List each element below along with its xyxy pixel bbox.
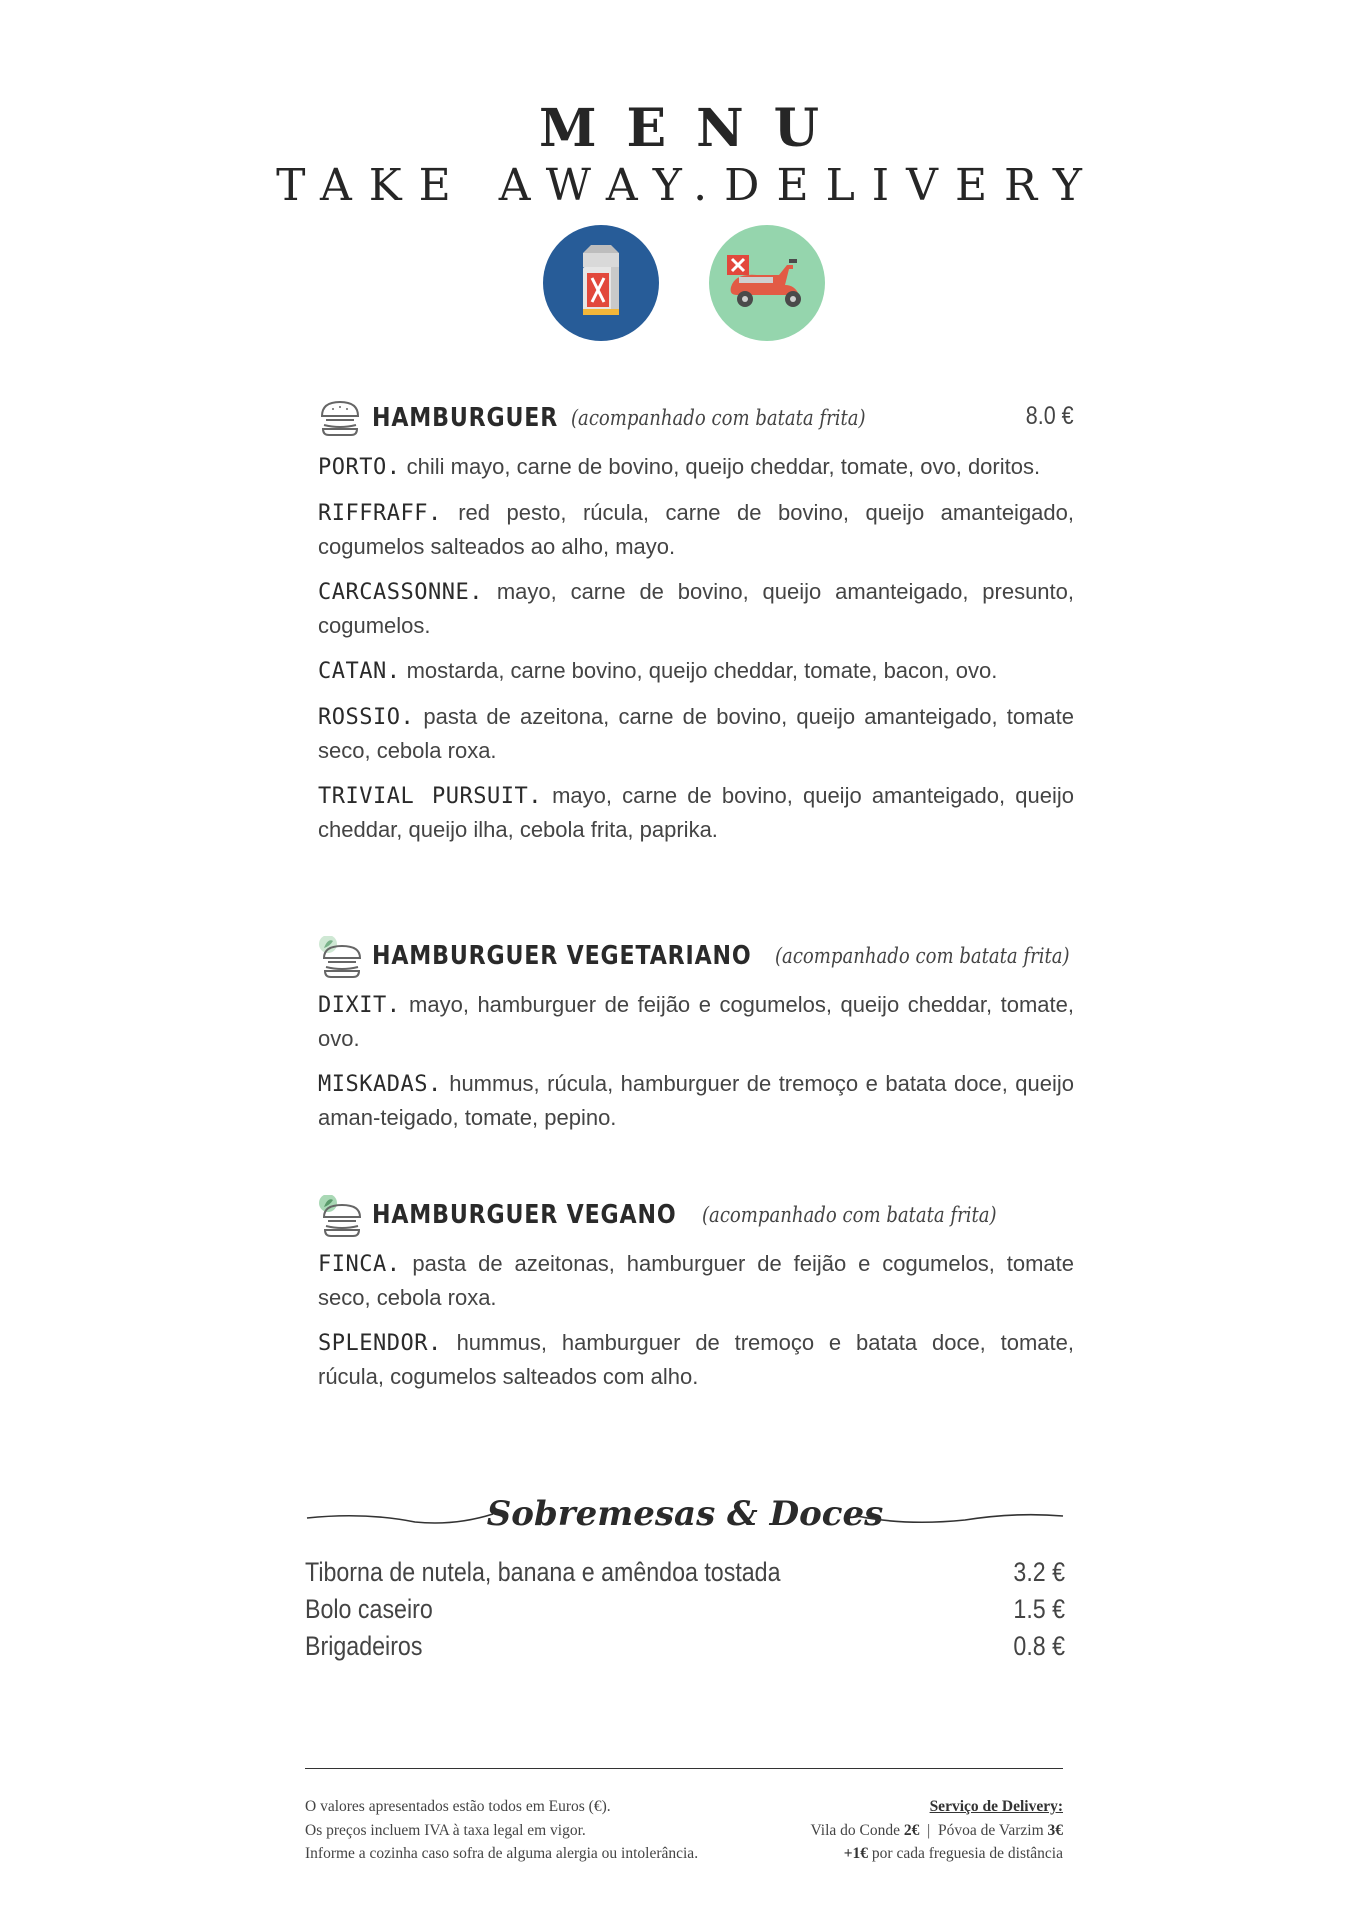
delivery-scooter-icon — [709, 225, 825, 341]
list-item: Brigadeiros 0.8 € — [305, 1631, 1065, 1661]
menu-title: MENU — [538, 98, 850, 159]
takeaway-bag-icon — [543, 225, 659, 341]
list-item: Bolo caseiro 1.5 € — [305, 1594, 1065, 1624]
desserts-heading — [305, 1492, 1065, 1542]
burger-icon — [318, 936, 362, 976]
footer-notes: O valores apresentados estão todos em Euros (€). Os preços incluem IVA à taxa legal em vigor. Informe a cozinha caso sofra de alguma alergia ou intolerância. — [305, 1798, 699, 1862]
section-vegetariano — [318, 934, 1074, 1134]
menu-subtitle: TAKE AWAY.DELIVERY — [276, 160, 1099, 211]
section-subtitle: (acompanhado com batata frita) — [570, 406, 866, 430]
menu-item: SPLENDOR. hummus, hamburguer de tremoço e batata doce, tomate, rúcula, cogumelos salteados com alho. — [318, 1330, 1074, 1389]
section-title: HAMBURGUER VEGETARIANO — [372, 941, 752, 971]
section-price: 8.0 € — [1026, 402, 1074, 430]
footer-divider — [305, 1768, 1063, 1769]
menu-item: RIFFRAFF. red pesto, rúcula, carne de bovino, queijo amanteigado, cogumelos salteados ao alho, mayo. — [318, 500, 1074, 559]
section-subtitle: (acompanhado com batata frita) — [702, 1203, 997, 1227]
list-item: Tiborna de nutela, banana e amêndoa tostada 3.2 € — [305, 1557, 1065, 1587]
desserts-list — [305, 1554, 1065, 1665]
section-subtitle: (acompanhado com batata frita) — [774, 944, 1070, 968]
menu-item: CATAN. mostarda, carne bovino, queijo cheddar, tomate, bacon, ovo. — [318, 658, 998, 684]
burger-icon — [318, 1195, 362, 1235]
menu-item: CARCASSONNE. mayo, carne de bovino, queijo amanteigado, presunto, cogumelos. — [318, 579, 1074, 638]
delivery-info — [643, 1795, 1063, 1866]
desserts-title: Sobremesas & Doces — [486, 1494, 884, 1534]
menu-item: ROSSIO. pasta de azeitona, carne de bovino, queijo amanteigado, tomate seco, cebola roxa. — [318, 704, 1074, 763]
section-vegano — [318, 1193, 1074, 1393]
menu-item: MISKADAS. hummus, rúcula, hamburguer de tremoço e batata doce, queijo aman-teigado, tomate, pepino. — [318, 1071, 1074, 1130]
section-hamburguer — [318, 396, 1074, 846]
delivery-extra: +1€ por cada freguesia de distância — [843, 1845, 1063, 1862]
delivery-heading: Serviço de Delivery: — [929, 1798, 1063, 1815]
delivery-fees: Vila do Conde 2€ | Póvoa de Varzim 3€ — [810, 1821, 1063, 1839]
section-title: HAMBURGUER VEGANO — [372, 1200, 677, 1230]
burger-icon — [318, 398, 362, 438]
menu-item: FINCA. pasta de azeitonas, hamburguer de feijão e cogumelos, tomate seco, cebola roxa. — [318, 1251, 1074, 1310]
menu-item: PORTO. chili mayo, carne de bovino, queijo cheddar, tomate, ovo, doritos. — [318, 454, 1041, 480]
section-title: HAMBURGUER — [372, 403, 559, 433]
flourish-right — [855, 1504, 1065, 1528]
menu-item: TRIVIAL PURSUIT. mayo, carne de bovino, queijo amanteigado, queijo cheddar, queijo ilha, cebola frita, paprika. — [318, 783, 1074, 842]
menu-item: DIXIT. mayo, hamburguer de feijão e cogumelos, queijo cheddar, tomate, ovo. — [318, 992, 1074, 1051]
